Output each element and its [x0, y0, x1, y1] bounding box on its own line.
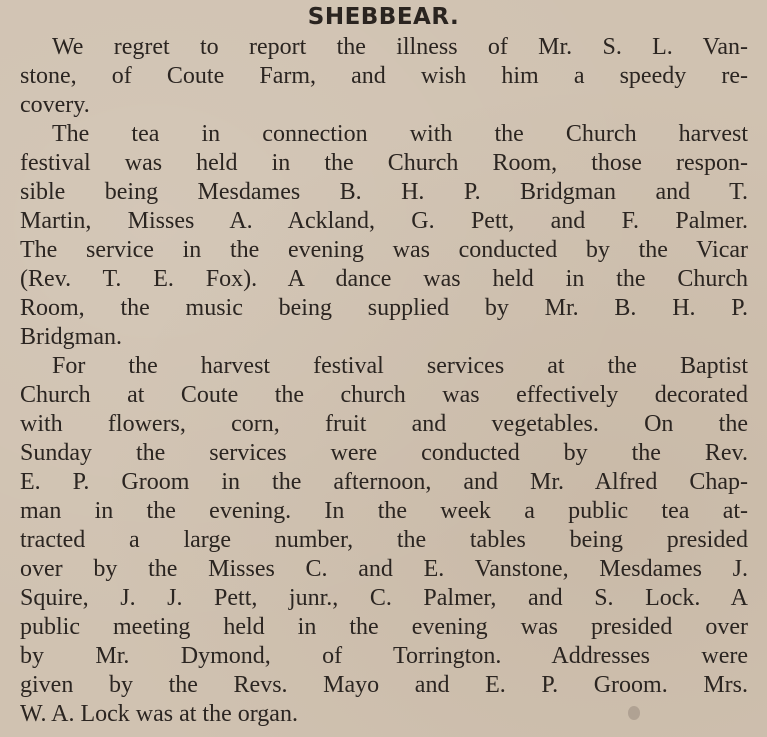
- article-line: Squire, J. J. Pett, junr., C. Palmer, and S. Lock. A: [20, 585, 748, 611]
- article-line: Martin, Misses A. Ackland, G. Pett, and F. Palmer.: [20, 208, 748, 234]
- article-line: The tea in connection with the Church harvest: [52, 121, 748, 147]
- article-line: by Mr. Dymond, of Torrington. Addresses were: [20, 643, 748, 669]
- article-line: festival was held in the Church Room, those respon-: [20, 150, 748, 176]
- article-line: We regret to report the illness of Mr. S. L. Van-: [52, 34, 748, 60]
- article-line: The service in the evening was conducted by the Vicar: [20, 237, 748, 263]
- article-line: covery.: [20, 92, 90, 118]
- article-body: [20, 33, 748, 729]
- article-line: (Rev. T. E. Fox). A dance was held in the Church: [20, 266, 748, 292]
- article-line: man in the evening. In the week a public tea at-: [20, 498, 748, 524]
- article-line: Sunday the services were conducted by the Rev.: [20, 440, 748, 466]
- ink-smudge: [628, 706, 640, 720]
- article-line: Room, the music being supplied by Mr. B. H. P.: [20, 295, 748, 321]
- article-line: over by the Misses C. and E. Vanstone, Mesdames J.: [20, 556, 748, 582]
- article-line: sible being Mesdames B. H. P. Bridgman and T.: [20, 179, 748, 205]
- article-line: given by the Revs. Mayo and E. P. Groom. Mrs.: [20, 672, 748, 698]
- article-line: Church at Coute the church was effectively decorated: [20, 382, 748, 408]
- article-headline: SHEBBEAR.: [307, 4, 460, 30]
- article-line: Bridgman.: [20, 324, 122, 350]
- article-line: tracted a large number, the tables being presided: [20, 527, 748, 553]
- article-line: E. P. Groom in the afternoon, and Mr. Alfred Chap-: [20, 469, 748, 495]
- article-line: stone, of Coute Farm, and wish him a speedy re-: [20, 63, 748, 89]
- article-line: W. A. Lock was at the organ.: [20, 701, 298, 727]
- article-line: For the harvest festival services at the Baptist: [52, 353, 748, 379]
- article-line: with flowers, corn, fruit and vegetables. On the: [20, 411, 748, 437]
- article-line: public meeting held in the evening was presided over: [20, 614, 748, 640]
